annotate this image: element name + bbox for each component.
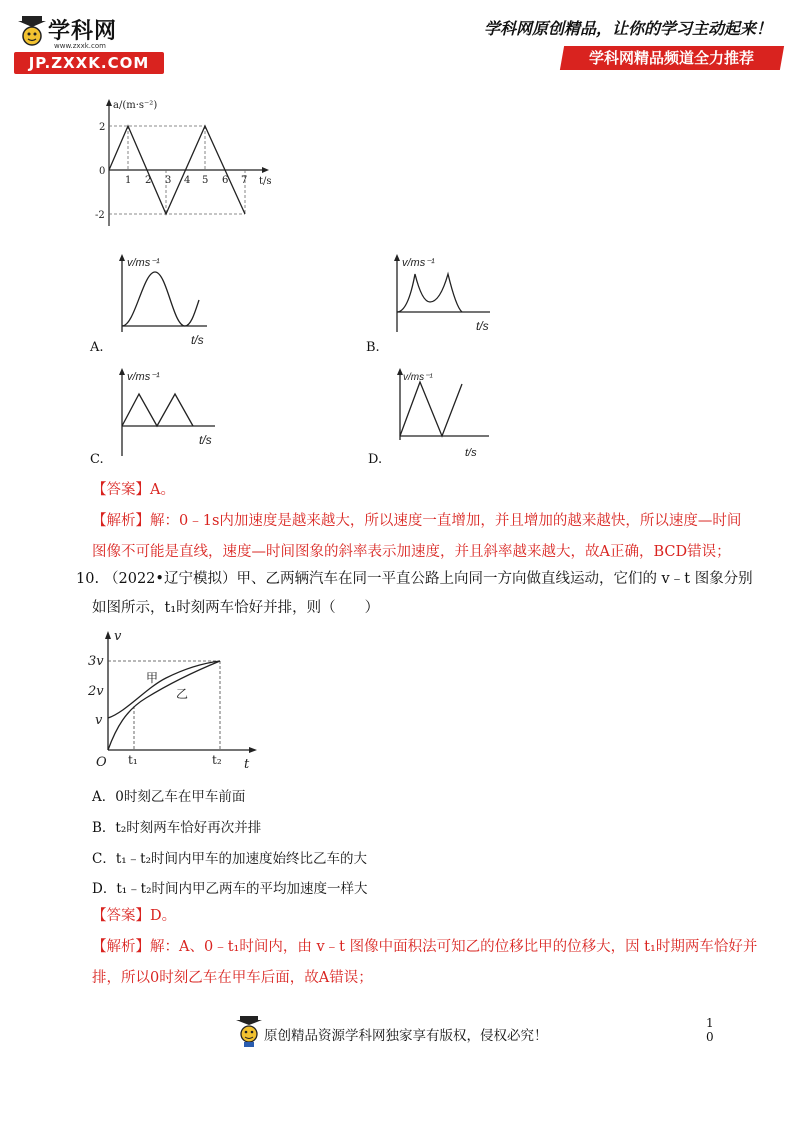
channel-badge [560,46,784,70]
vt-y-tick: 2v [88,684,104,699]
velocity-curve [400,382,462,436]
velocity-curve [397,274,462,312]
y-tick: -2 [95,210,105,221]
option-b-letter: B. [366,340,380,355]
option-d-letter: D. [368,452,383,467]
option-y-label: v/ms⁻¹ [402,257,435,269]
option-x-label: t/s [476,319,489,333]
curve-yi [108,661,220,750]
option-c-letter: C. [90,452,104,467]
y-axis-arrow [106,99,112,106]
q9-analysis-line2: 图像不可能是直线，速度—时间图象的斜率表示加速度，并且斜率越来越大，故A正确，BCD错误； [92,544,731,560]
q9-analysis-line1: 【解析】解：0﹣1s内加速度是越来越大，所以速度一直增加，并且增加的越来越快，所以速度—时间 [92,513,742,529]
acceleration-time-graph [95,96,285,236]
vt-x-axis-label: t [244,757,250,768]
site-logo[interactable] [14,12,164,74]
curve-label-yi: 乙 [176,687,189,701]
option-y-label: v/ms⁻¹ [127,371,160,383]
guide-lines [108,661,220,750]
curve-label-jia: 甲 [146,671,159,685]
vt-y-tick: 3v [88,654,104,669]
header-slogan: 学科网原创精品，让你的学习主动起来！ [483,19,772,38]
q10-option-d[interactable]: D．t₁﹣t₂时间内甲乙两车的平均加速度一样大 [92,881,368,897]
vt-x-tick: t₁ [128,753,138,767]
q10-analysis-line2: 排，所以0时刻乙车在甲车后面，故A错误； [92,970,373,986]
option-b-graph [390,252,500,336]
x-tick: 7 [241,175,248,186]
option-d-graph [393,366,499,462]
page-number-top: 1 [706,1016,714,1030]
y-tick: 2 [99,122,106,133]
option-a-letter: A. [90,340,104,355]
channel-badge-text: 学科网精品频道全力推荐 [589,49,755,67]
q10-option-a[interactable]: A．0时刻乙车在甲车前面 [92,789,246,805]
vt-graph [86,628,266,768]
q10-answer: 【答案】D。 [92,908,177,924]
q10-stem-line2: 如图所示，t₁时刻两车恰好并排，则（ ） [92,600,380,616]
option-a-graph [115,252,215,348]
vt-y-axis-label: v [114,629,122,644]
page-number-bottom: 0 [706,1030,714,1044]
q10-option-c[interactable]: C．t₁﹣t₂时间内甲车的加速度始终比乙车的大 [92,851,368,867]
option-c-graph [115,366,225,458]
x-tick: 3 [165,175,172,186]
logo-url: www.zxxk.com [54,42,106,50]
option-x-label: t/s [465,447,477,459]
graph-x-label: t/s [259,176,272,187]
vt-y-tick: v [95,713,103,728]
x-axis-arrow [262,167,269,173]
vt-origin: O [96,755,107,768]
option-x-label: t/s [199,433,212,447]
q10-stem-line1: （2022•辽宁模拟）甲、乙两辆汽车在同一平直公路上向同一方向做直线运动，它们的 v﹣t 图象分别 [104,571,753,587]
mascot-icon [18,16,46,50]
q10-option-b[interactable]: B．t₂时刻两车恰好再次并排 [92,820,262,836]
q10-analysis-line1: 【解析】解：A、0﹣t₁时间内，由 v﹣t 图像中面积法可知乙的位移比甲的位移大，因 t₁时期两车恰好并 [92,939,758,955]
q9-answer: 【答案】A。 [92,482,175,498]
option-y-label: v/ms⁻¹ [127,257,160,269]
x-tick: 6 [222,175,229,186]
vt-x-tick: t₂ [212,753,222,767]
mascot-icon [236,1016,262,1048]
footer-copyright: 原创精品资源学科网独家享有版权，侵权必究！ [264,1028,548,1044]
velocity-curve [122,394,193,426]
q10-number: 10. [76,571,100,587]
curve-jia [108,661,220,718]
x-tick: 5 [202,175,209,186]
footer [236,1016,596,1050]
logo-title: 学科网 [48,19,118,44]
option-y-label: v/ms⁻¹ [403,372,433,383]
graph-y-label: a/(m·s⁻²) [113,100,158,111]
x-tick: 4 [184,175,191,186]
x-tick: 2 [145,175,152,186]
option-x-label: t/s [191,333,204,347]
velocity-curve [122,272,199,326]
x-tick: 1 [125,175,132,186]
logo-badge: JP.ZXXK.COM [14,52,164,74]
y-tick: 0 [99,166,106,177]
